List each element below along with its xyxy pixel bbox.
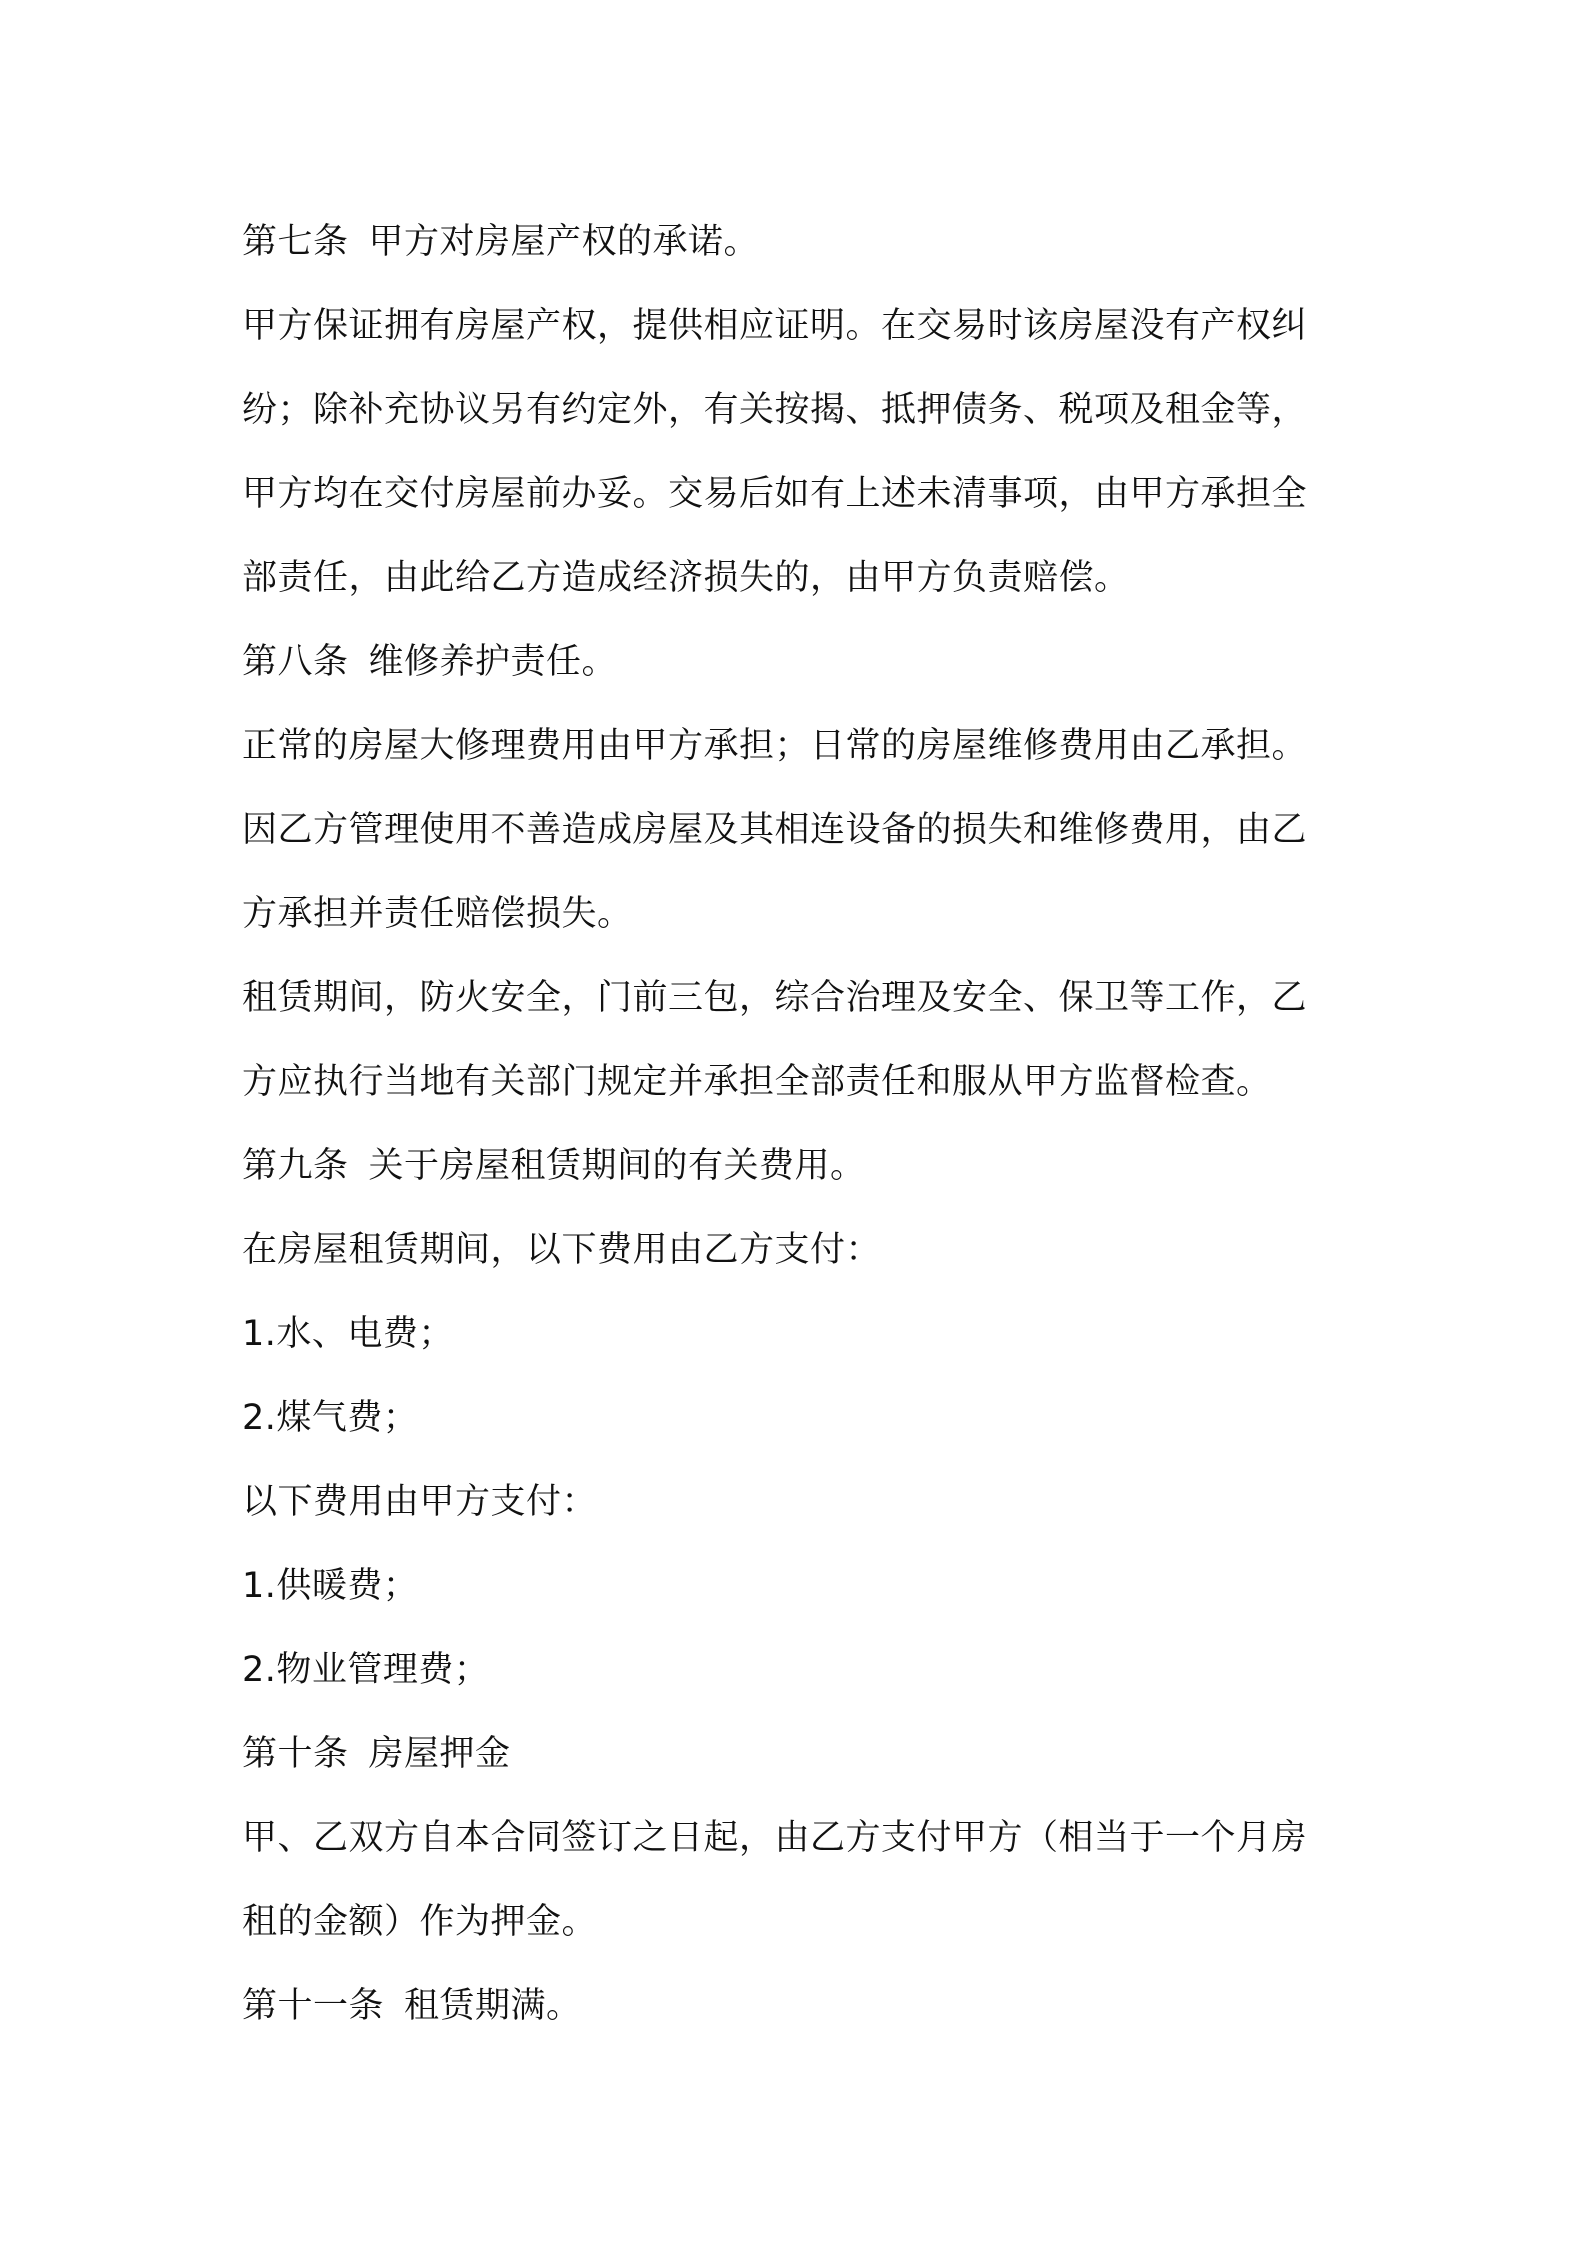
paragraph-line: 方承担并责任赔偿损失。 bbox=[242, 894, 633, 934]
document-body bbox=[242, 200, 1360, 2048]
paragraph-line: 部责任，由此给乙方造成经济损失的，由甲方负责赔偿。 bbox=[242, 558, 1130, 598]
paragraph-line: 租赁期间，防火安全，门前三包，综合治理及安全、保卫等工作，乙 bbox=[242, 978, 1308, 1018]
article-number: 第十条 bbox=[242, 1734, 349, 1774]
paragraph-line: 方应执行当地有关部门规定并承担全部责任和服从甲方监督检查。 bbox=[242, 1062, 1272, 1102]
article-10-heading bbox=[242, 1712, 1360, 1796]
article-title: 维修养护责任。 bbox=[368, 642, 618, 682]
article-9-heading bbox=[242, 1124, 1360, 1208]
paragraph-line: 租的金额）作为押金。 bbox=[242, 1902, 598, 1942]
article-number: 第九条 bbox=[242, 1146, 349, 1186]
article-number: 第十一条 bbox=[242, 1986, 385, 2026]
paragraph-line: 甲、乙双方自本合同签订之日起，由乙方支付甲方（相当于一个月房 bbox=[242, 1818, 1308, 1858]
paragraph-line: 甲方均在交付房屋前办妥。交易后如有上述未清事项，由甲方承担全 bbox=[242, 474, 1308, 514]
article-number: 第八条 bbox=[242, 642, 349, 682]
article-title: 房屋押金 bbox=[368, 1734, 511, 1774]
paragraph-line: 正常的房屋大修理费用由甲方承担；日常的房屋维修费用由乙承担。 bbox=[242, 726, 1308, 766]
list-item: 2.煤气费； bbox=[242, 1398, 419, 1438]
article-title: 甲方对房屋产权的承诺。 bbox=[368, 222, 760, 262]
article-8-heading bbox=[242, 620, 1360, 704]
paragraph-line: 在房屋租赁期间，以下费用由乙方支付： bbox=[242, 1230, 882, 1270]
article-7-heading bbox=[242, 200, 1360, 284]
list-item: 1.供暖费； bbox=[242, 1566, 419, 1606]
list-item: 2.物业管理费； bbox=[242, 1650, 490, 1690]
paragraph-line: 因乙方管理使用不善造成房屋及其相连设备的损失和维修费用，由乙 bbox=[242, 810, 1308, 850]
paragraph-line: 甲方保证拥有房屋产权，提供相应证明。在交易时该房屋没有产权纠 bbox=[242, 306, 1308, 346]
article-title: 租赁期满。 bbox=[404, 1986, 582, 2026]
paragraph-line: 纷；除补充协议另有约定外，有关按揭、抵押债务、税项及租金等， bbox=[242, 390, 1308, 430]
paragraph-line: 以下费用由甲方支付： bbox=[242, 1482, 598, 1522]
article-number: 第七条 bbox=[242, 222, 349, 262]
list-item: 1.水、电费； bbox=[242, 1314, 454, 1354]
article-11-heading bbox=[242, 1964, 1360, 2048]
article-title: 关于房屋租赁期间的有关费用。 bbox=[368, 1146, 866, 1186]
